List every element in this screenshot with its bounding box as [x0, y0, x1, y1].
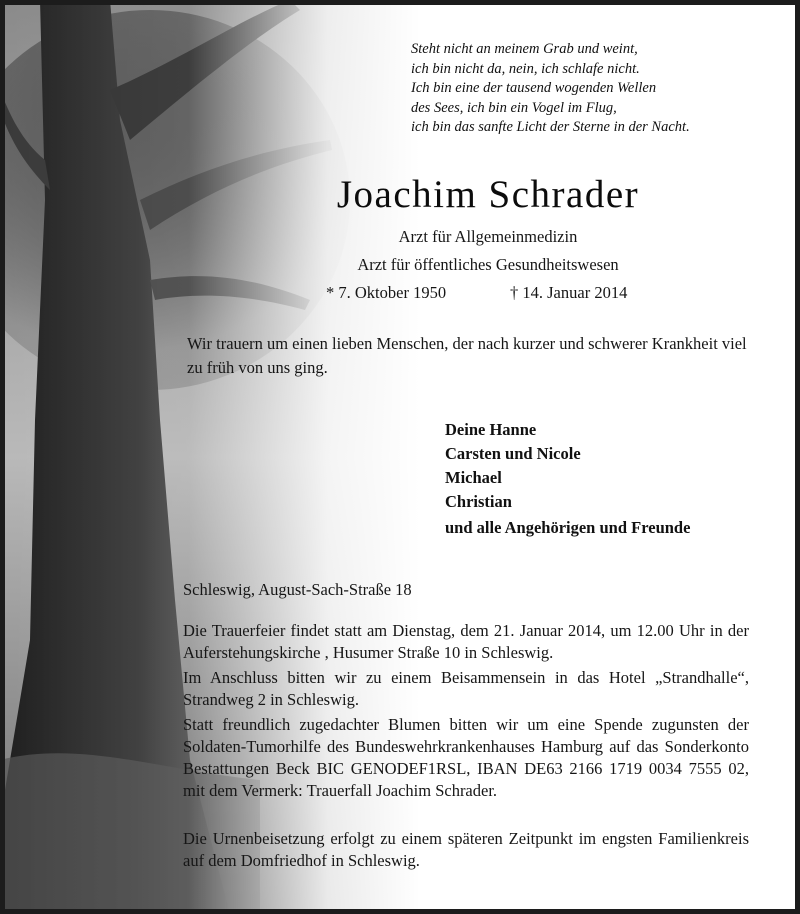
poem-line: ich bin das sanfte Licht der Sterne in der Nacht. [411, 119, 690, 136]
birth-date: * 7. Oktober 1950 [326, 283, 447, 302]
donation-info: Statt freundlich zugedachter Blumen bitten wir um eine Spende zugunsten der Soldaten-Tumorhilfe des Bundeswehrkrankenhauses Hamburg auf das Sonderkonto Bestattungen Beck BIC GENODEF1RSL, IBAN DE63 2166 1719 0034 7555 02, mit dem Vermerk: Trauerfall Joachim Schrader. [183, 715, 749, 800]
poem-line: ich bin nicht da, nein, ich schlafe nicht. [411, 60, 640, 77]
family-list [445, 418, 581, 514]
poem-line: Steht nicht an meinem Grab und weint, [411, 41, 638, 57]
funeral-info: Die Trauerfeier findet statt am Dienstag, dem 21. Januar 2014, um 12.00 Uhr in der Auferstehungskirche , Husumer Straße 10 in Schleswig. [183, 621, 749, 662]
death-date: † 14. Januar 2014 [510, 283, 628, 302]
poem-line: Ich bin eine der tausend wogenden Wellen [411, 80, 657, 97]
mourning-statement: Wir trauern um einen lieben Menschen, der nach kurzer und schwerer Krankheit viel zu früh von uns ging. [187, 334, 747, 377]
deceased-name: Joachim Schrader [336, 173, 640, 216]
urn-burial-info: Die Urnenbeisetzung erfolgt zu einem späteren Zeitpunkt im engsten Familienkreis auf dem Domfriedhof in Schleswig. [183, 829, 749, 870]
gathering-info: Im Anschluss bitten wir zu einem Beisammensein in das Hotel „Strandhalle“, Strandweg 2 in Schleswig. [183, 668, 749, 709]
deceased-title: Arzt für Allgemeinmedizin [398, 227, 578, 246]
deceased-title: Arzt für öffentliches Gesundheitswesen [357, 255, 619, 274]
family-member: Carsten und Nicole [445, 444, 581, 463]
relatives-line: und alle Angehörigen und Freunde [445, 518, 691, 537]
address: Schleswig, August-Sach-Straße 18 [183, 580, 412, 599]
family-member: Deine Hanne [445, 420, 537, 439]
poem [411, 40, 781, 138]
poem-line: des Sees, ich bin ein Vogel im Flug, [411, 99, 617, 116]
family-member: Christian [445, 492, 512, 511]
family-member: Michael [445, 468, 502, 487]
